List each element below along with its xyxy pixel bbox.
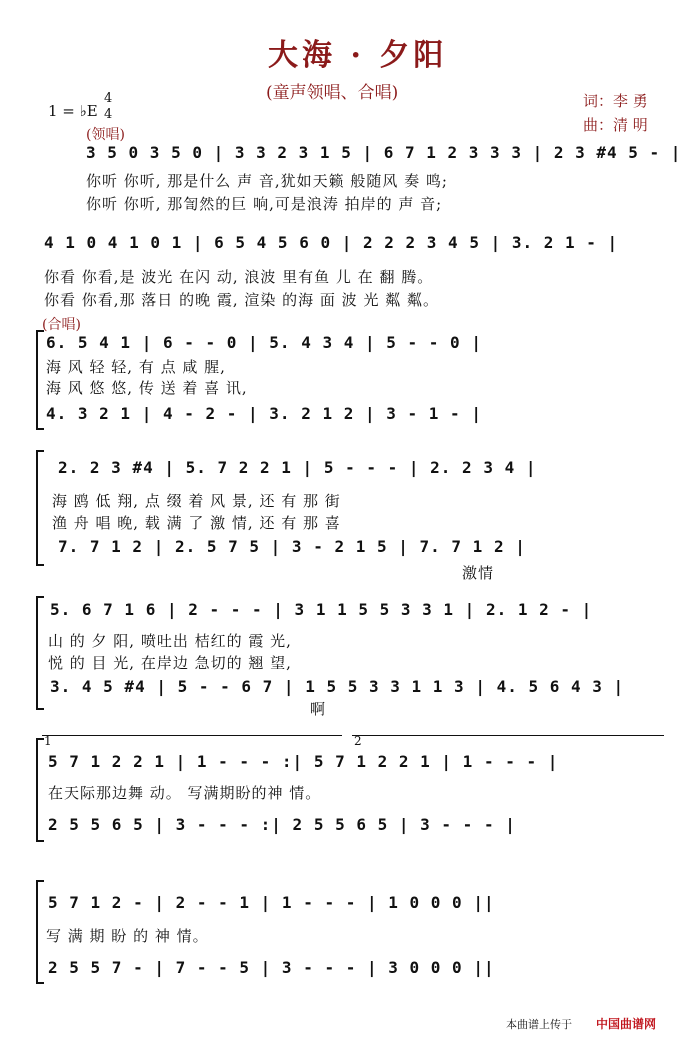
system-2-lyric-2: 你看 你看,那 落日 的晚 霞, 渲染 的海 面 波 光 粼 粼。: [44, 291, 439, 309]
system-3-lyric-2: 海 风 悠 悠, 传 送 着 喜 讯,: [46, 379, 248, 397]
composer-credit: 曲：清 明: [583, 116, 648, 134]
system-5-lyric-1: 山 的 夕 阳, 喷吐出 桔红的 霞 光,: [48, 632, 292, 650]
system-7-brace: [36, 880, 44, 984]
system-6-lyric: 在天际那边舞 动。 写满期盼的神 情。: [48, 784, 322, 802]
footer-upload-text: 本曲谱上传于: [506, 1018, 572, 1031]
time-signature-bottom: 4: [104, 107, 113, 122]
system-5-brace: [36, 596, 44, 710]
system-5-notes: 5. 6 7 1 6 | 2 - - - | 3 1 1 5 5 3 3 1 | 2. 1 2 - |: [50, 600, 593, 619]
system-3-lower-notes: 4. 3 2 1 | 4 - 2 - | 3. 2 1 2 | 3 - 1 - |: [46, 404, 482, 423]
time-signature-top: 4: [104, 91, 113, 106]
system-4-lyric-2: 渔 舟 唱 晚, 载 满 了 激 情, 还 有 那 喜: [52, 514, 341, 532]
system-6-brace: [36, 738, 44, 842]
second-ending-bracket: [352, 735, 664, 736]
system-4-lower-lyric: 激情: [462, 564, 495, 582]
song-title: 大海 · 夕阳: [268, 38, 448, 73]
system-2-lyric-1: 你看 你看,是 波光 在闪 动, 浪波 里有鱼 儿 在 翻 腾。: [44, 268, 434, 286]
system-5-lower-lyric: 啊: [310, 700, 327, 718]
system-7-notes: 5 7 1 2 - | 2 - - 1 | 1 - - - | 1 0 0 0 ||: [48, 893, 495, 912]
site-logo: 中国曲谱网: [596, 1017, 657, 1031]
system-6-lower-notes: 2 5 5 6 5 | 3 - - - :| 2 5 5 6 5 | 3 - - - |: [48, 815, 516, 834]
system-4-notes: 2. 2 3 #4 | 5. 7 2 2 1 | 5 - - - | 2. 2 3 4 |: [58, 458, 537, 477]
system-3-notes: 6. 5 4 1 | 6 - - 0 | 5. 4 3 4 | 5 - - 0 |: [46, 333, 482, 352]
system-4-brace: [36, 450, 44, 566]
system-4-lyric-1: 海 鸥 低 翔, 点 缀 着 风 景, 还 有 那 街: [52, 492, 341, 510]
system-1-lyric-2: 你听 你听, 那訇然的巨 响,可是浪涛 拍岸的 声 音;: [86, 195, 443, 213]
system-5-lyric-2: 悦 的 目 光, 在岸边 急切的 翘 望,: [48, 654, 292, 672]
chorus-section-label: (合唱): [42, 317, 81, 333]
system-7-lower-notes: 2 5 5 7 - | 7 - - 5 | 3 - - - | 3 0 0 0 ||: [48, 958, 495, 977]
system-2-notes: 4 1 0 4 1 0 1 | 6 5 4 5 6 0 | 2 2 2 3 4 5 | 3. 2 1 - |: [44, 233, 619, 252]
system-7-lyric: 写 满 期 盼 的 神 情。: [46, 927, 209, 945]
system-1-lyric-1: 你听 你听, 那是什么 声 音,犹如天籁 般随风 奏 鸣;: [86, 172, 448, 190]
lyricist-credit: 词：李 勇: [583, 92, 648, 110]
song-subtitle: (童声领唱、合唱): [266, 83, 399, 103]
system-3-lyric-1: 海 风 轻 轻, 有 点 咸 腥,: [46, 358, 226, 376]
first-ending-number: 1: [44, 734, 52, 748]
first-ending-bracket: [42, 735, 342, 736]
system-3-brace: [36, 330, 44, 430]
second-ending-number: 2: [354, 734, 362, 748]
system-1-notes: 3 5 0 3 5 0 | 3 3 2 3 1 5 | 6 7 1 2 3 3 3 | 2 3 #4 5 - |: [86, 143, 682, 162]
system-4-lower-notes: 7. 7 1 2 | 2. 5 7 5 | 3 - 2 1 5 | 7. 7 1 2 |: [58, 537, 526, 556]
system-5-lower-notes: 3. 4 5 #4 | 5 - - 6 7 | 1 5 5 3 3 1 1 3 | 4. 5 6 4 3 |: [50, 677, 625, 696]
system-6-notes: 5 7 1 2 2 1 | 1 - - - :| 5 7 1 2 2 1 | 1 - - - |: [48, 752, 559, 771]
solo-section-label: (领唱): [86, 127, 125, 143]
key-signature: 1 = ♭E: [48, 102, 98, 120]
